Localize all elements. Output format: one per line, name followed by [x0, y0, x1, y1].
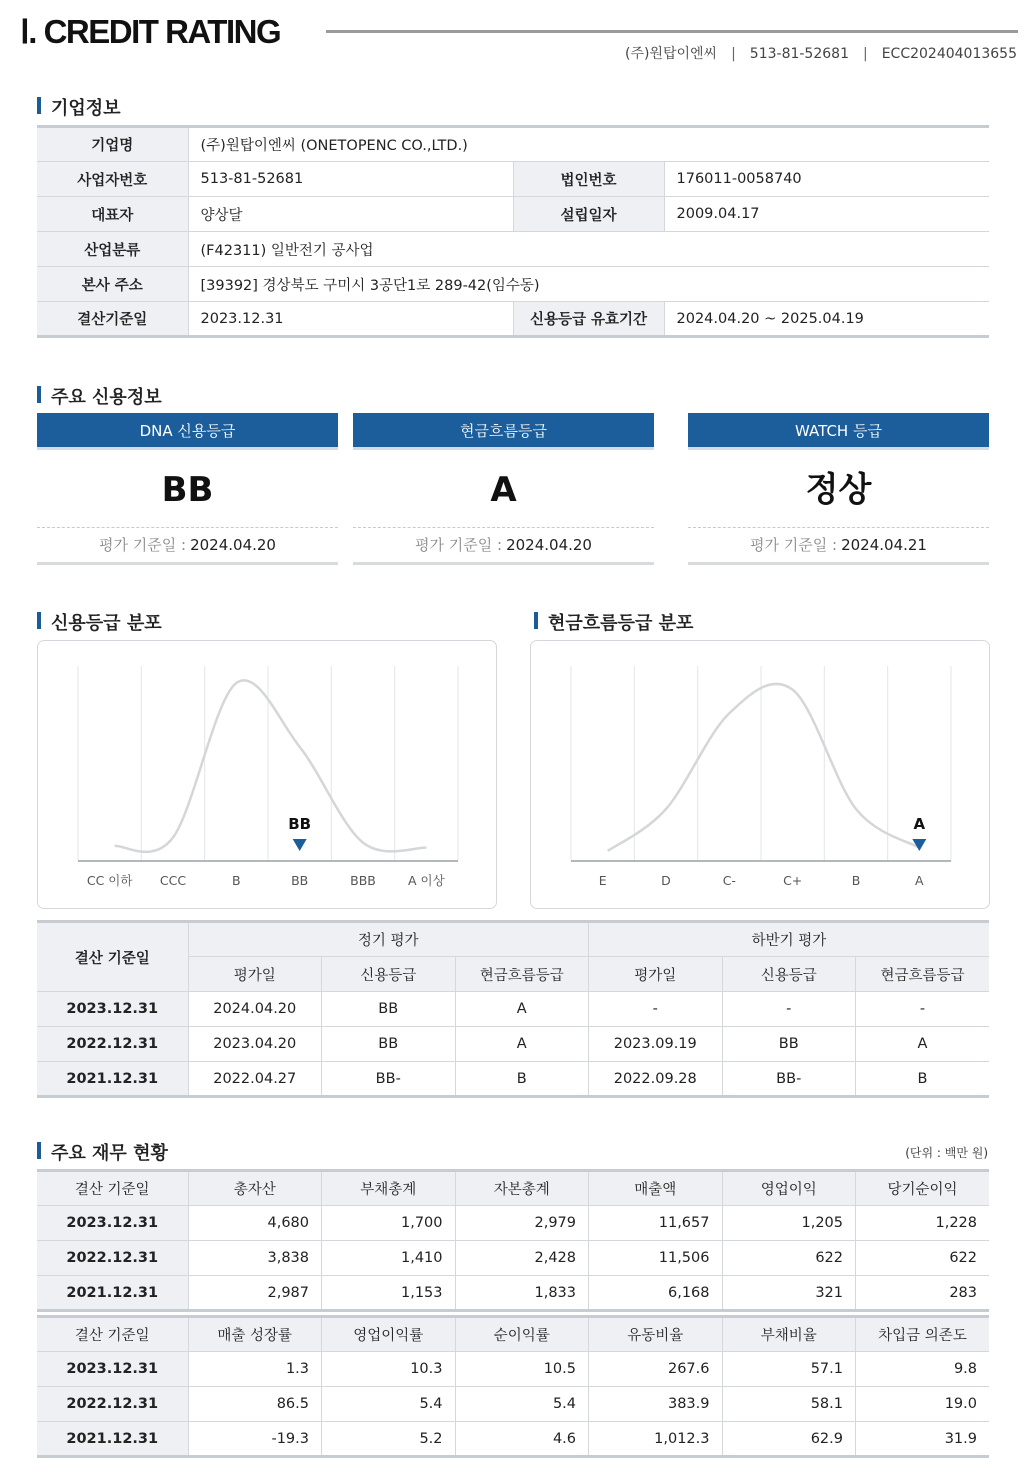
ceo-value: 양상달: [188, 197, 513, 232]
header-separator: |: [862, 46, 868, 62]
tick-label: C+: [783, 873, 803, 888]
table-row: [37, 197, 989, 232]
header-cell: 결산 기준일: [37, 1317, 188, 1352]
tick-label: E: [598, 873, 607, 888]
row-date: 2022.12.31: [37, 1387, 188, 1422]
closing-date-header: 결산 기준일: [37, 922, 188, 992]
header-cell: 영업이익률: [322, 1317, 456, 1352]
date-label: 평가 기준일 :: [750, 536, 838, 554]
corp-no-value: 176011-0058740: [664, 162, 989, 197]
table-cell: 11,657: [589, 1206, 723, 1241]
table-cell: 622: [722, 1241, 856, 1276]
table-cell: 10.3: [322, 1352, 456, 1387]
tick-label: B: [232, 873, 241, 888]
table-cell: 1,228: [856, 1206, 990, 1241]
row-date: 2023.12.31: [37, 1352, 188, 1387]
section-title-financials: 주요 재무 현황: [37, 1139, 168, 1165]
header-cell: 부채총계: [322, 1171, 456, 1206]
table-cell: 622: [856, 1241, 990, 1276]
table-cell: 1.3: [188, 1352, 322, 1387]
header-cell: 차입금 의존도: [856, 1317, 990, 1352]
subheader-cell: 현금흐름등급: [856, 957, 990, 992]
table-row: [37, 302, 989, 337]
table-cell: 86.5: [188, 1387, 322, 1422]
header-biz-no: 513-81-52681: [749, 46, 849, 62]
header-company: (주)원탑이엔씨: [625, 46, 718, 62]
company-info-table: [37, 125, 989, 338]
cash-distribution-svg: [531, 641, 991, 910]
table-row: [37, 992, 989, 1027]
table-cell: 321: [722, 1276, 856, 1311]
header-cell: 결산 기준일: [37, 1171, 188, 1206]
header-cell: 유동비율: [589, 1317, 723, 1352]
marker-triangle: [293, 839, 307, 851]
table-cell: 10.5: [455, 1352, 589, 1387]
address-value: [39392] 경상북도 구미시 3공단1로 289-42(임수동): [188, 267, 989, 302]
ceo-label: 대표자: [37, 197, 188, 232]
closing-value: 2023.12.31: [188, 302, 513, 337]
table-cell: B: [856, 1062, 990, 1097]
table-row: [37, 127, 989, 162]
table-cell: BB: [722, 1027, 856, 1062]
half-eval-header: 하반기 평가: [589, 922, 990, 957]
table-cell: 1,012.3: [589, 1422, 723, 1457]
credit-box-date: [37, 528, 338, 562]
company-name-label: 기업명: [37, 127, 188, 162]
table-row: [37, 1062, 989, 1097]
table-row: [37, 1241, 989, 1276]
credit-box-value: A: [353, 450, 654, 528]
row-date: 2023.12.31: [37, 1206, 188, 1241]
section-title-credit-distribution: 신용등급 분포: [37, 609, 162, 635]
section-title-credit-info: 주요 신용정보: [37, 383, 162, 409]
row-date: 2021.12.31: [37, 1422, 188, 1457]
table-header-row: [37, 922, 989, 957]
credit-box-title: DNA 신용등급: [37, 413, 338, 450]
table-cell: -19.3: [188, 1422, 322, 1457]
table-cell: -: [856, 992, 990, 1027]
subheader-cell: 현금흐름등급: [455, 957, 589, 992]
table-cell: 2023.09.19: [589, 1027, 723, 1062]
table-row: [37, 162, 989, 197]
tick-label: B: [851, 873, 861, 888]
header-report-no: ECC202404013655: [881, 46, 1017, 62]
section-title-company-info: 기업정보: [37, 94, 121, 120]
table-cell: 1,700: [322, 1206, 456, 1241]
table-cell: 3,838: [188, 1241, 322, 1276]
table-row: [37, 1206, 989, 1241]
table-cell: 283: [856, 1276, 990, 1311]
credit-box-title: 현금흐름등급: [353, 413, 654, 450]
table-cell: 19.0: [856, 1387, 990, 1422]
row-date: 2021.12.31: [37, 1062, 188, 1097]
marker-label: A: [913, 815, 926, 833]
table-cell: 1,410: [322, 1241, 456, 1276]
table-cell: 11,506: [589, 1241, 723, 1276]
table-cell: A: [455, 1027, 589, 1062]
table-cell: 1,205: [722, 1206, 856, 1241]
table-cell: 57.1: [722, 1352, 856, 1387]
header-cell: 매출 성장률: [188, 1317, 322, 1352]
header-cell: 자본총계: [455, 1171, 589, 1206]
header-cell: 당기순이익: [856, 1171, 990, 1206]
credit-box-date: [688, 528, 989, 562]
table-row: [37, 232, 989, 267]
address-label: 본사 주소: [37, 267, 188, 302]
validity-value: 2024.04.20 ~ 2025.04.19: [664, 302, 989, 337]
company-name-value: (주)원탑이엔씨 (ONETOPENC CO.,LTD.): [188, 127, 989, 162]
row-date: 2021.12.31: [37, 1276, 188, 1311]
table-header-row: [37, 1317, 989, 1352]
report-title: Ⅰ. CREDIT RATING: [20, 13, 281, 50]
credit-box-value: 정상: [688, 450, 989, 528]
financial-table-1: [37, 1169, 989, 1312]
header-divider: [326, 30, 1018, 33]
row-date: 2022.12.31: [37, 1241, 188, 1276]
marker-label: BB: [288, 815, 312, 833]
founded-value: 2009.04.17: [664, 197, 989, 232]
tick-label: CCC: [159, 873, 187, 888]
table-cell: 62.9: [722, 1422, 856, 1457]
tick-label: BB: [291, 873, 309, 888]
table-row: [37, 267, 989, 302]
table-cell: 4,680: [188, 1206, 322, 1241]
credit-distribution-svg: [38, 641, 498, 910]
industry-label: 산업분류: [37, 232, 188, 267]
table-cell: BB-: [722, 1062, 856, 1097]
distribution-curve: [608, 684, 920, 851]
subheader-cell: 평가일: [589, 957, 723, 992]
table-cell: B: [455, 1062, 589, 1097]
tick-label: A 이상: [407, 873, 445, 888]
table-row: [37, 1387, 989, 1422]
tick-label: CC 이하: [86, 873, 133, 888]
table-cell: 9.8: [856, 1352, 990, 1387]
credit-box-cashflow: [353, 413, 654, 565]
page-header: [0, 0, 1029, 70]
table-cell: 2022.04.27: [188, 1062, 322, 1097]
validity-label: 신용등급 유효기간: [513, 302, 664, 337]
financial-table-2: [37, 1315, 989, 1458]
founded-label: 설립일자: [513, 197, 664, 232]
row-date: 2022.12.31: [37, 1027, 188, 1062]
table-cell: 2022.09.28: [589, 1062, 723, 1097]
tick-label: C-: [722, 873, 736, 888]
table-row: [37, 1422, 989, 1457]
subheader-cell: 신용등급: [322, 957, 456, 992]
header-meta: [625, 43, 1017, 63]
table-cell: 383.9: [589, 1387, 723, 1422]
header-cell: 부채비율: [722, 1317, 856, 1352]
table-row: [37, 1027, 989, 1062]
biz-no-label: 사업자번호: [37, 162, 188, 197]
header-cell: 영업이익: [722, 1171, 856, 1206]
header-cell: 순이익률: [455, 1317, 589, 1352]
unit-note: (단위 : 백만 원): [905, 1146, 988, 1160]
date-value: 2024.04.20: [190, 536, 276, 554]
tick-label: BBB: [350, 873, 376, 888]
table-cell: BB: [322, 1027, 456, 1062]
table-row: [37, 1352, 989, 1387]
table-cell: A: [856, 1027, 990, 1062]
table-header-row: [37, 1171, 989, 1206]
table-cell: 2024.04.20: [188, 992, 322, 1027]
table-cell: 5.4: [455, 1387, 589, 1422]
subheader-cell: 신용등급: [722, 957, 856, 992]
table-cell: 31.9: [856, 1422, 990, 1457]
table-cell: 267.6: [589, 1352, 723, 1387]
date-label: 평가 기준일 :: [99, 536, 187, 554]
table-cell: 2,987: [188, 1276, 322, 1311]
header-cell: 매출액: [589, 1171, 723, 1206]
rating-history-table: [37, 920, 989, 1098]
section-title-cash-distribution: 현금흐름등급 분포: [534, 609, 693, 635]
distribution-curve: [115, 680, 427, 852]
header-separator: |: [731, 46, 736, 62]
credit-box-title: WATCH 등급: [688, 413, 989, 450]
table-cell: 5.4: [322, 1387, 456, 1422]
table-cell: 2023.04.20: [188, 1027, 322, 1062]
table-cell: BB-: [322, 1062, 456, 1097]
credit-box-watch: [688, 413, 989, 565]
header-cell: 총자산: [188, 1171, 322, 1206]
credit-box-dna: [37, 413, 338, 565]
credit-box-date: [353, 528, 654, 562]
tick-label: D: [661, 873, 671, 888]
table-cell: A: [455, 992, 589, 1027]
corp-no-label: 법인번호: [513, 162, 664, 197]
table-cell: 2,979: [455, 1206, 589, 1241]
closing-label: 결산기준일: [37, 302, 188, 337]
table-cell: 1,833: [455, 1276, 589, 1311]
table-cell: 6,168: [589, 1276, 723, 1311]
date-value: 2024.04.20: [506, 536, 592, 554]
row-date: 2023.12.31: [37, 992, 188, 1027]
table-cell: -: [722, 992, 856, 1027]
table-cell: 4.6: [455, 1422, 589, 1457]
table-cell: -: [589, 992, 723, 1027]
table-cell: 58.1: [722, 1387, 856, 1422]
credit-distribution-chart: [37, 640, 497, 909]
biz-no-value: 513-81-52681: [188, 162, 513, 197]
subheader-cell: 평가일: [188, 957, 322, 992]
credit-box-value: BB: [37, 450, 338, 528]
table-row: [37, 1276, 989, 1311]
tick-label: A: [915, 873, 924, 888]
table-cell: 5.2: [322, 1422, 456, 1457]
date-label: 평가 기준일 :: [415, 536, 503, 554]
table-cell: 2,428: [455, 1241, 589, 1276]
table-cell: 1,153: [322, 1276, 456, 1311]
industry-value: (F42311) 일반전기 공사업: [188, 232, 989, 267]
regular-eval-header: 정기 평가: [188, 922, 589, 957]
cash-distribution-chart: [530, 640, 990, 909]
date-value: 2024.04.21: [841, 536, 927, 554]
table-cell: BB: [322, 992, 456, 1027]
